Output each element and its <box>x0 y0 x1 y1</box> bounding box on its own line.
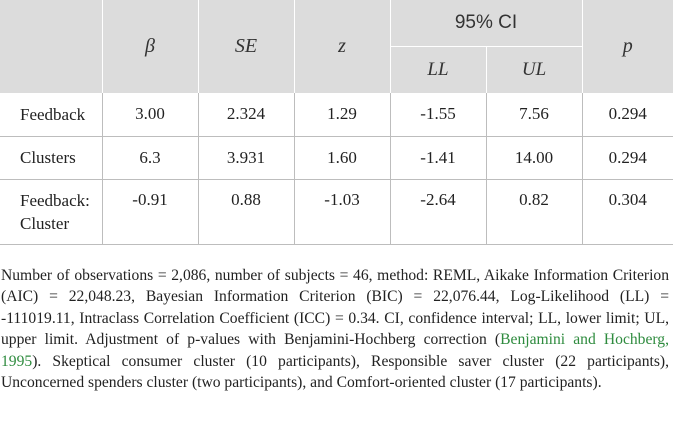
cell-p: 0.294 <box>582 136 673 179</box>
header-corner <box>0 0 102 93</box>
table-row <box>0 179 673 244</box>
row-label-line2: Cluster <box>20 213 70 233</box>
cell-se: 0.88 <box>198 179 294 244</box>
header-z: z <box>294 0 390 93</box>
table-row <box>0 136 673 179</box>
header-ll: LL <box>390 46 486 93</box>
footnote-text-end: ). Skeptical consumer cluster (10 participants), Responsible saver cluster (22 participants), Unconcerned spenders cluster (two participants), and Comfort-oriented cluster (17 participants). <box>1 352 669 392</box>
cell-se: 2.324 <box>198 93 294 136</box>
cell-se: 3.931 <box>198 136 294 179</box>
cell-p: 0.304 <box>582 179 673 244</box>
cell-beta: 3.00 <box>102 93 198 136</box>
row-label-line1: Feedback: <box>20 190 90 210</box>
cell-ll: -2.64 <box>390 179 486 244</box>
header-beta: β <box>102 0 198 93</box>
cell-ul: 0.82 <box>486 179 582 244</box>
header-ul: UL <box>486 46 582 93</box>
cell-ll: -1.41 <box>390 136 486 179</box>
header-p: p <box>582 0 673 93</box>
table-footnote <box>1 265 669 393</box>
cell-beta: -0.91 <box>102 179 198 244</box>
header-se: SE <box>198 0 294 93</box>
cell-beta: 6.3 <box>102 136 198 179</box>
row-label: Clusters <box>0 136 102 179</box>
footnote-text-start: Number of observations = 2,086, number of subjects = 46, method: REML, Aikake Information Criterion (AIC) = 22,048.23, Bayesian Information Criterion (BIC) = 22,076.44, Log-Likelihood (LL) = -111019.11, Intraclass Correlation Coefficient (ICC) = 0.34. CI, confidence interval; LL, lower limit; UL, upper limit. Adjustment of p-values with Benjamini-Hochberg correction ( <box>1 267 669 349</box>
cell-p: 0.294 <box>582 93 673 136</box>
cell-z: 1.29 <box>294 93 390 136</box>
cell-ul: 7.56 <box>486 93 582 136</box>
header-95-ci: 95% CI <box>390 0 582 46</box>
cell-ul: 14.00 <box>486 136 582 179</box>
table-row <box>0 93 673 136</box>
cell-z: 1.60 <box>294 136 390 179</box>
row-label: Feedback <box>0 93 102 136</box>
cell-ll: -1.55 <box>390 93 486 136</box>
row-label <box>0 179 102 244</box>
citation-link[interactable]: Benjamini and Hochberg, 1995 <box>1 331 669 370</box>
cell-z: -1.03 <box>294 179 390 244</box>
